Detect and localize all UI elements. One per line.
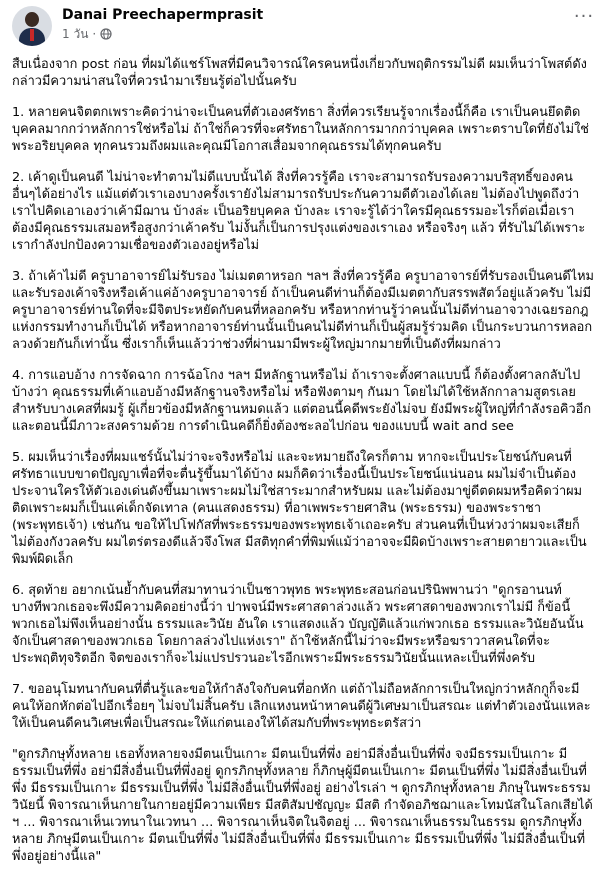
post-paragraph-4: 4. การแอบอ้าง การจัดฉาก การฉ้อโกง ฯลฯ มีหลักฐานหรือไม่ ถ้าเราจะตั้งศาลแบบนี้ ก็ต้องตั้งศาลกลับไปบ้างว่า คุณธรรมที่เค้าแอบอ้างมีหลักฐานจริงหรือไม่ หรือฟังตามๆ กันมา โดยไม่ได้ใช้หลักกาลามสูตรเลย สำหรับบางเคสที่ผมรู้ ผู้เกี่ยวข้องมีหลักฐานหมดแล้ว แต่ตอนนี้คดีพระยังไม่จบ ยังมีพระผู้ใหญ่ที่กำลังรอคิวอีกและตอนนี้มีภาวะสงครามด้วย การดำเนินคดีก็ยิ่งต้องชะลอไปก่อน ของแบบนี้ wait and see bbox=[12, 368, 592, 434]
avatar-tie bbox=[30, 29, 34, 41]
more-options-button[interactable]: ··· bbox=[573, 6, 595, 27]
avatar-head bbox=[25, 12, 39, 27]
post-paragraph-5: 5. ผมเห็นว่าเรื่องที่ผมแชร์นั้นไม่ว่าจะจริงหรือไม่ และจะหมายถึงใครก็ตาม หากจะเป็นประโยชน์กับคนที่ศรัทธาแบบขาดปัญญาเพื่อที่จะตื่นรู้ขึ้นมาได้บ้าง ผมก็คิดว่าเรื่องนี้เป็นประโยชน์แน่นอน ผมไม่จำเป็นต้องประจานใครให้ตัวเองเด่นดังขึ้นมาเพราะผมไม่ใช่สาระมากสำหรับผม และไม่ต้องมาขู่ดีตดผมหรือคิดว่าผมติดเพราะผมก็เป็นแค่เด็กจัดเทาล (คนแสดงธรรม) ที่อาเพพระรายศาสิน (พระธรรม) ของพระราชา (พระพุทธเจ้า) เช่นกัน ขอให้ไปโฟกัสที่พระธรรมของพระพุทธเจ้าเถอะครับ ส่วนคนที่เป็นห่วงว่าผมจะเสียก็ไม่ต้องกังวลครับ ผมไตร่ตรองดีแล้วจึงโพส มีสติทุกคำที่พิมพ์แม้ว่าอาจจะมีผิดบ้างเพราะสายตายาวและเป็นพิมพ์ผิดเล็ก bbox=[12, 450, 587, 567]
author-name[interactable]: Danai Preechapermprasit bbox=[62, 7, 264, 23]
post-paragraph-intro: สืบเนื่องจาก post ก่อน ที่ผมได้แชร์โพสที่มีคนวิจารณ์ใครคนหนึ่งเกี่ยวกับพฤติกรรมไม่ดี ผมเห็นว่าโพสต์ดังกล่าวมีความน่าสนใจที่ควรนำมาเรียนรู้ต่อไปนั้นครับ bbox=[12, 57, 587, 89]
post-meta bbox=[62, 26, 112, 42]
post-time[interactable]: 1 วัน bbox=[62, 27, 89, 41]
post-paragraph-quote: "ดูกรภิกษุทั้งหลาย เธอทั้งหลายจงมีตนเป็นเกาะ มีตนเป็นที่พึ่ง อย่ามีสิ่งอื่นเป็นที่พึ่ง จงมีธรรมเป็นเกาะ มีธรรมเป็นที่พึ่ง อย่ามีสิ่งอื่นเป็นที่พึ่งอยู่ ดูกรภิกษุทั้งหลาย ก็ภิกษุผู้มีตนเป็นเกาะ มีตนเป็นที่พึ่ง ไม่มีสิ่งอื่นเป็นที่พึ่ง มีธรรมเป็นเกาะ มีธรรมเป็นที่พึ่ง ไม่มีสิ่งอื่นเป็นที่พึ่งอยู่ อย่างไรเล่า ฯ ดูกรภิกษุทั้งหลาย ภิกษุในพระธรรมวินัยนี้ พิจารณาเห็นกายในกายอยู่มีความเพียร มีสติสัมปชัญญะ มีสติ กำจัดอภิชฌาและโทมนัสในโลกเสียได้ ฯ ... พิจารณาเห็นเวทนาในเวทนา ... พิจารณาเห็นจิตในจิตอยู่ ... พิจารณาเห็นธรรมในธรรม ดูกรภิกษุทั้งหลาย ภิกษุมีตนเป็นเกาะ มีตนเป็นที่พึ่ง ไม่มีสิ่งอื่นเป็นที่พึ่ง มีธรรมเป็นเกาะ มีธรรมเป็นที่พึ่ง ไม่มีสิ่งอื่นเป็นที่พึ่งอยู่อย่างนี้แล" bbox=[12, 747, 593, 864]
meta-separator: · bbox=[92, 27, 97, 41]
globe-icon bbox=[100, 28, 112, 40]
post-paragraph-2: 2. เค้าดูเป็นคนดี ไม่น่าจะทำตามไม่ดีแบบนั้นได้ สิ่งที่ควรรู้คือ เราจะสามารถรับรองความบริสุทธิ์ของคนอื่นๆได้อย่างไร แม้แต่ตัวเราเองบางครั้งเรายังไม่สามารถรับประกันความดีตัวเองได้เลย ไม่ต้องไปพูดถึงว่าเราไปคิดเอาเองว่าเค้ามีฌาน บ้างล่ะ เป็นอริยบุคคล บ้างละ เราจะรู้ได้ว่าใครมีคุณธรรมอะไรก็ต่อเมื่อเราต้องมีคุณธรรมเสมอหรือสูงกว่าเค้าครับ ไม่งั้นก็เป็นการปรุงแต่งของเราเอง หรือจริงๆ แล้ว ที่รับไม่ได้เพราะเรากำลังปกป้องความเชื่อของตัวเองอยู่หรือไม่ bbox=[12, 170, 586, 253]
post-paragraph-1: 1. หลายคนจิตตกเพราะคิดว่าน่าจะเป็นคนที่ตัวเองศรัทธา สิ่งที่ควรเรียนรู้จากเรื่องนี้ก็คือ เราเป็นคนยึดติดบุคคลมากกว่าหลักการใช่หรือไม่ ถ้าใช่ก็ควรที่จะศรัทธาในหลักการมากกว่าบุคคล เพราะตราบใดที่ยังไม่ใช่พระอริยบุคคล ทุกคนรวมถึงผมและคุณมีโอกาสเสื่อมจากคุณธรรมได้ทุกคนครับ bbox=[12, 105, 589, 154]
post-content bbox=[12, 56, 594, 879]
avatar[interactable] bbox=[12, 6, 52, 46]
post-paragraph-7: 7. ขออนุโมทนากับคนที่ตื่นรู้และขอให้กำลังใจกับคนที่อกหัก แต่ถ้าไม่ถือหลักการเป็นใหญ่กว่าหลักกูก็จะมีคนให้อกหักต่อไปอีกเรื่อยๆ ไม่จบไม่สิ้นครับ เลิกแหงนหน้าหาคนดีผู้วิเศษมาเป็นสรณะ แต่ทำตัวเองนั่นแหละให้เป็นคนดีคนวิเศษเพื่อเป็นสรณะให้แก่ตนเองให้ได้สมกับที่พระพุทธะตรัสว่า bbox=[12, 682, 591, 731]
post-paragraph-3: 3. ถ้าเค้าไม่ดี ครูบาอาจารย์ไม่รับรอง ไม่เมตตาหรอก ฯลฯ สิ่งที่ควรรู้คือ ครูบาอาจารย์ที่รับรองเป็นคนดีไหมและรับรองเค้าจริงหรือเค้าแค่อ้างครูบาอาจารย์ ถ้าเป็นคนดีท่านก็ต้องมีเมตตากับสรรพสัตว์อยู่แล้วครับ ไม่มีครูบาอาจารย์ท่านใดที่จะมีจิตประหยัดกับคนที่หลอกครับ หรือหากท่านรู้ว่าคนนั้นไม่ดีท่านอาจวางเฉยรอกฎแห่งกรรมทำงานก็เป็นได้ หรือหากอาจารย์ท่านนั้นเป็นคนไม่ดีท่านก็เป็นผู้สมรู้ร่วมคิด เป็นกระบวนการหลอกลวงด้วยกันก็เท่านั้น ซึ่งเราก็เห็นแล้วว่าช่วงที่ผ่านมามีพระผู้ใหญ่มากมายที่เป็นดังที่ผมกล่าว bbox=[12, 269, 594, 352]
post-header bbox=[12, 6, 596, 46]
post-paragraph-6: 6. สุดท้าย อยากเน้นย้ำกับคนที่สมาทานว่าเป็นชาวพุทธ พระพุทธะสอนก่อนปรินิพพานว่า "ดูกรอานนท์ บางทีพวกเธอจะพึงมีความคิดอย่างนี้ว่า ปาพจน์มีพระศาสดาล่วงแล้ว พระศาสดาของพวกเราไม่มี ก็ข้อนี้ พวกเธอไม่พึงเห็นอย่างนั้น ธรรมและวินัย อันใด เราแสดงแล้ว บัญญัติแล้วแก่พวกเธอ ธรรมและวินัยอันนั้น จักเป็นศาสดาของพวกเธอ โดยกาลล่วงไปแห่งเรา" ถ้าใช้หลักนี้ไม่ว่าจะมีพระหรือฆราวาสคนใดที่จะประพฤติทุจริตอีก จิตของเราก็จะไม่แปรปรวนอะไรอีกเพราะมีพระธรรมวินัยนั้นแหละเป็นที่พึ่งครับ bbox=[12, 583, 584, 666]
